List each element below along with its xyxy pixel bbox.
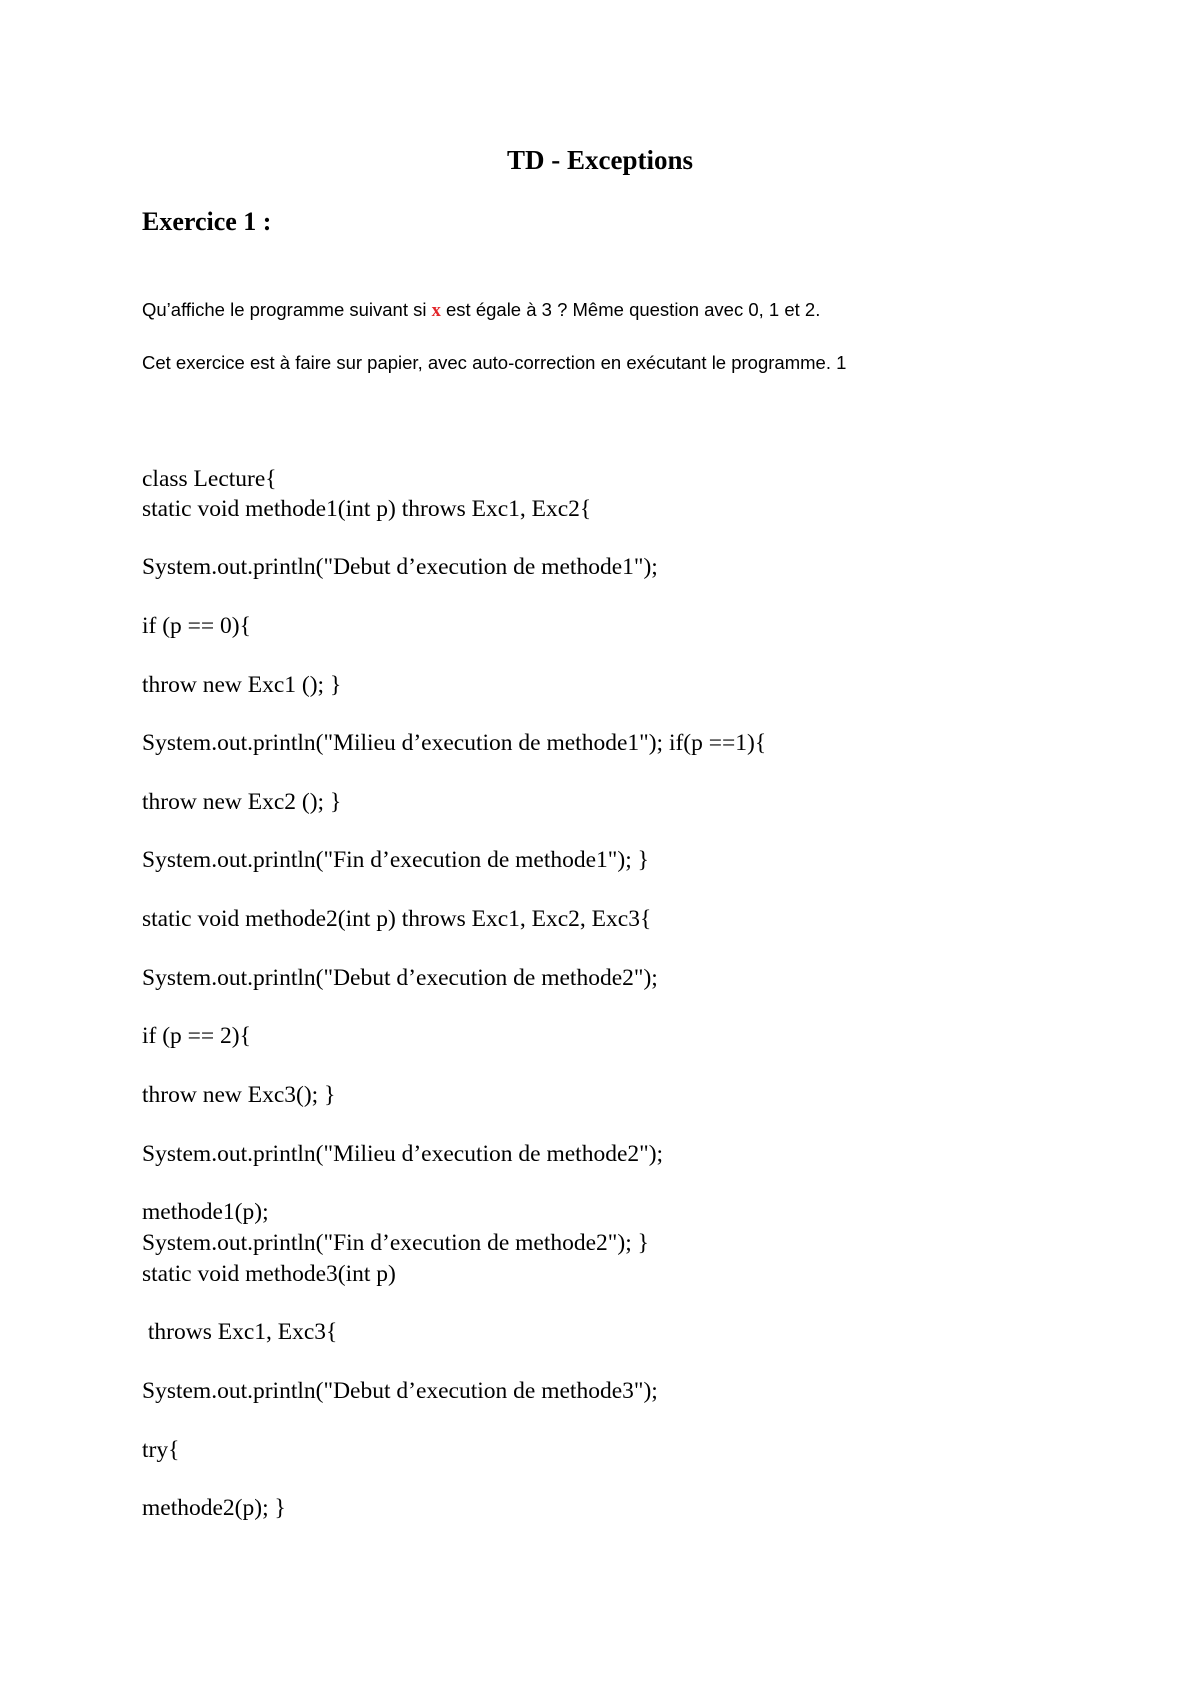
instruction-question-start: Qu’affiche le programme suivant si xyxy=(142,299,432,320)
code-line: class Lecture{ xyxy=(142,466,277,492)
document-title: TD - Exceptions xyxy=(506,145,693,175)
code-line: System.out.println("Debut d’execution de methode2"); xyxy=(142,965,658,991)
code-line: System.out.println("Fin d’execution de methode2"); } xyxy=(142,1230,649,1256)
code-line: static void methode1(int p) throws Exc1, Exc2{ xyxy=(142,496,592,522)
code-line: System.out.println("Fin d’execution de methode1"); } xyxy=(142,847,649,873)
code-line: System.out.println("Debut d’execution de methode1"); xyxy=(142,554,658,580)
instruction-paper-note: Cet exercice est à faire sur papier, avec auto-correction en exécutant le programme. 1 xyxy=(142,352,847,373)
code-line: try{ xyxy=(142,1437,180,1463)
code-line: System.out.println("Debut d’execution de methode3"); xyxy=(142,1378,658,1404)
instruction-question-end: est égale à 3 ? Même question avec 0, 1 et 2. xyxy=(440,299,821,320)
code-line: System.out.println("Milieu d’execution de methode1"); if(p ==1){ xyxy=(142,730,767,756)
code-line: System.out.println("Milieu d’execution de methode2"); xyxy=(142,1141,664,1167)
code-line: methode2(p); } xyxy=(142,1495,286,1521)
code-line: static void methode3(int p) xyxy=(142,1261,396,1287)
code-line: methode1(p); xyxy=(142,1199,269,1225)
instruction-question xyxy=(142,298,820,323)
code-line: throw new Exc2 (); } xyxy=(142,789,342,815)
code-line: if (p == 2){ xyxy=(142,1023,251,1049)
variable-x-highlight: x xyxy=(431,301,441,321)
code-line: if (p == 0){ xyxy=(142,613,251,639)
code-line: static void methode2(int p) throws Exc1, Exc2, Exc3{ xyxy=(142,906,652,932)
code-line: throws Exc1, Exc3{ xyxy=(142,1319,338,1345)
code-line: throw new Exc1 (); } xyxy=(142,672,342,698)
exercise-heading: Exercice 1 : xyxy=(142,207,272,236)
code-line: throw new Exc3(); } xyxy=(142,1082,336,1108)
